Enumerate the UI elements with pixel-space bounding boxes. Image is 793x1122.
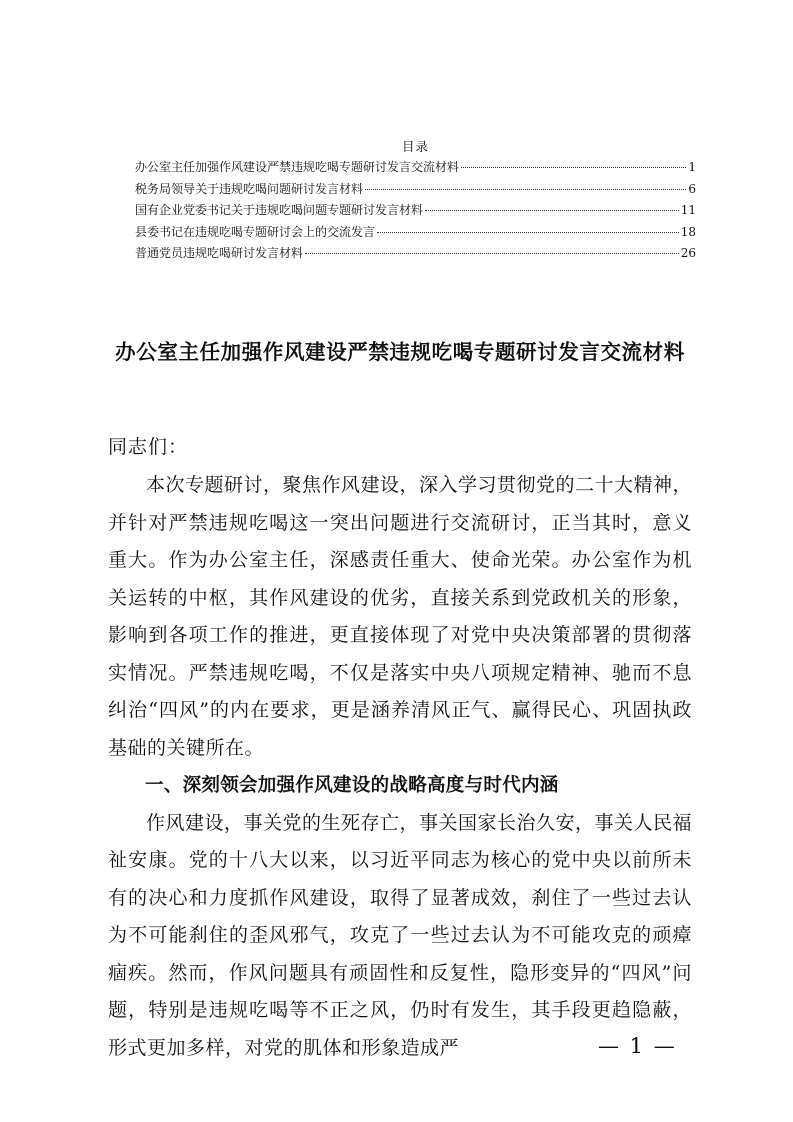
toc-entry-page: 6 xyxy=(688,181,696,196)
toc-entry-page: 11 xyxy=(680,203,696,217)
section-heading: 一、深刻领会加强作风建设的战略高度与时代内涵 xyxy=(145,775,559,796)
toc-title: 目录 xyxy=(401,139,429,154)
toc-entry[interactable] xyxy=(135,243,696,265)
toc-entry-page: 18 xyxy=(680,224,696,239)
toc-dot-leader xyxy=(461,167,686,168)
toc-entry-text: 税务局领导关于违规吃喝问题研讨发言材料 xyxy=(135,181,364,196)
toc-entry[interactable] xyxy=(135,222,696,244)
toc-entry-page: 26 xyxy=(680,246,696,260)
body-paragraph: 本次专题研讨，聚焦作风建设，深入学习贯彻党的二十大精神，并针对严禁违规吃喝这一突出问题进行交流研讨，正当其时，意义重大。作为办公室主任，深感责任重大、使命光荣。办公室作为机关运转的中枢，其作风建设的优劣，直接关系到党政机关的形象，影响到各项工作的推进，更直接体现了对党中央决策部署的贯彻落实情况。严禁违规吃喝，不仅是落实中央八项规定精神、驰而不息纠治“四风”的内在要求，更是涵养清风正气、赢得民心、巩固执政基础的关键所在。 xyxy=(108,474,693,759)
document-body xyxy=(108,467,692,1067)
toc-entry-text: 国有企业党委书记关于违规吃喝问题专题研讨发言材料 xyxy=(135,203,424,217)
toc-entry[interactable] xyxy=(135,157,696,179)
toc-entry-text: 县委书记在违规吃喝专题研讨会上的交流发言 xyxy=(135,224,376,239)
page-number: — 1 — xyxy=(598,1034,677,1058)
toc-dot-leader xyxy=(377,232,679,233)
toc-entry-text: 办公室主任加强作风建设严禁违规吃喝专题研讨发言交流材料 xyxy=(135,160,460,174)
toc-dot-leader xyxy=(425,210,679,211)
toc-entry-page: 1 xyxy=(688,160,696,174)
body-paragraph: 作风建设，事关党的生死存亡，事关国家长治久安，事关人民福祉安康。党的十八大以来，以习近平同志为核心的党中央以前所未有的决心和力度抓作风建设，取得了显著成效，刹住了一些过去认为不可能刹住的歪风邪气，攻克了一些过去认为不可能攻克的顽瘴痼疾。然而，作风问题具有顽固性和反复性，隐形变异的“四风”问题，特别是违规吃喝等不正之风，仍时有发生，其手段更趋隐蔽，形式更加多样，对党的肌体和形象造成严 xyxy=(108,811,693,1059)
greeting: 同志们： xyxy=(108,436,189,458)
document-title: 办公室主任加强作风建设严禁违规吃喝专题研讨发言交流材料 xyxy=(115,340,685,364)
table-of-contents xyxy=(135,136,696,265)
toc-entry[interactable] xyxy=(135,179,696,201)
toc-entry-text: 普通党员违规吃喝研讨发言材料 xyxy=(135,246,304,260)
toc-dot-leader xyxy=(305,253,679,254)
toc-dot-leader xyxy=(365,189,686,190)
toc-entry[interactable] xyxy=(135,200,696,222)
